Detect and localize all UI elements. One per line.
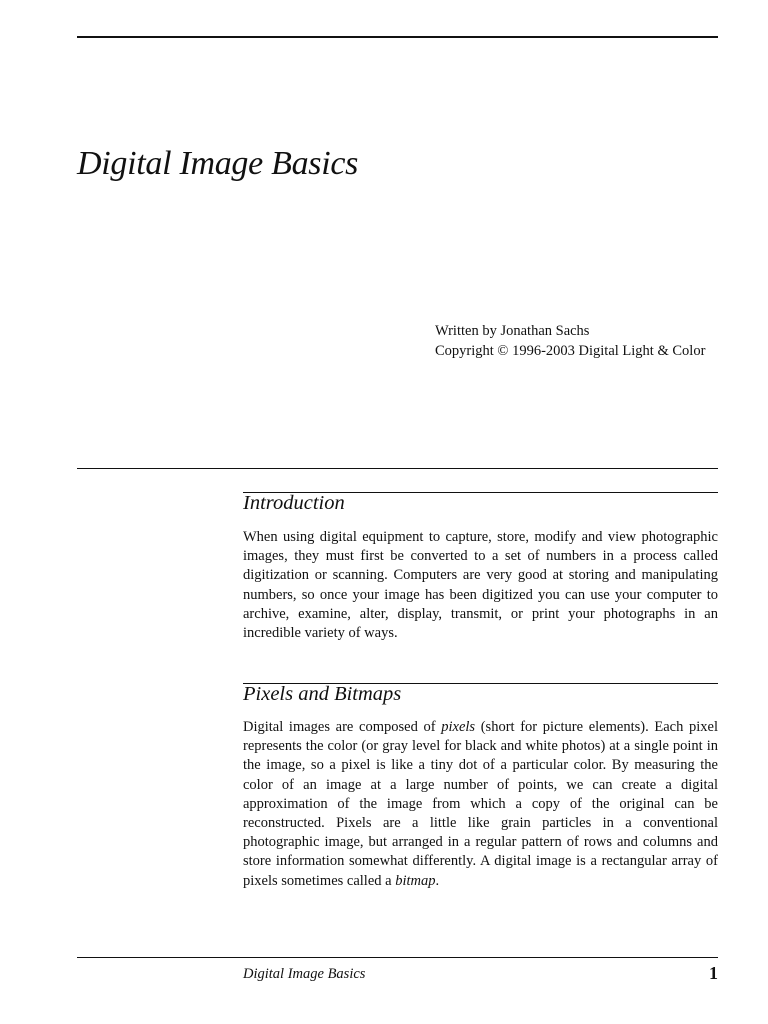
copyright-line: Copyright © 1996-2003 Digital Light & Color: [435, 343, 706, 359]
paragraph-text: .: [435, 872, 440, 889]
footer-rule: [77, 957, 718, 958]
footer-running-title: Digital Image Basics: [243, 966, 366, 982]
pixels-and-bitmaps-paragraph: [243, 718, 718, 891]
introduction-heading: Introduction: [243, 492, 345, 514]
pixels-and-bitmaps-heading: Pixels and Bitmaps: [243, 683, 402, 705]
top-rule: [77, 36, 718, 38]
author-line: Written by Jonathan Sachs: [435, 323, 590, 339]
document-title: Digital Image Basics: [77, 145, 359, 182]
paragraph-text: Digital images are composed of: [243, 719, 442, 735]
introduction-paragraph: When using digital equipment to capture, store, modify and view photographic images, they must first be converted to a set of numbers in a process called digitization or scanning. Computers are very good at storing and manipulating numbers, so once your image has been digitized you can use your computer to archive, examine, alter, display, transmit, or print your photographs in an incredible variety of ways.: [243, 529, 718, 642]
byline: [435, 321, 705, 361]
term-pixels: pixels: [441, 719, 476, 735]
section-divider-rule: [77, 468, 718, 469]
term-bitmap: bitmap: [395, 872, 436, 889]
paragraph-text: (short for picture elements). Each pixel represents the color (or gray level for black and white photos) at a single point in the image, so a pixel is like a tiny dot of a particular color. By measuring the color of an image at a large number of points, we can create a digital approximation of the image from which a copy of the original can be reconstructed. Pixels are a little like grain particles in a conventional photographic image, but arranged in a regular pattern of rows and columns and store information somewhat differently. A digital image is a rectangular array of pixels sometimes called a: [243, 719, 718, 889]
page-number: 1: [709, 963, 718, 983]
